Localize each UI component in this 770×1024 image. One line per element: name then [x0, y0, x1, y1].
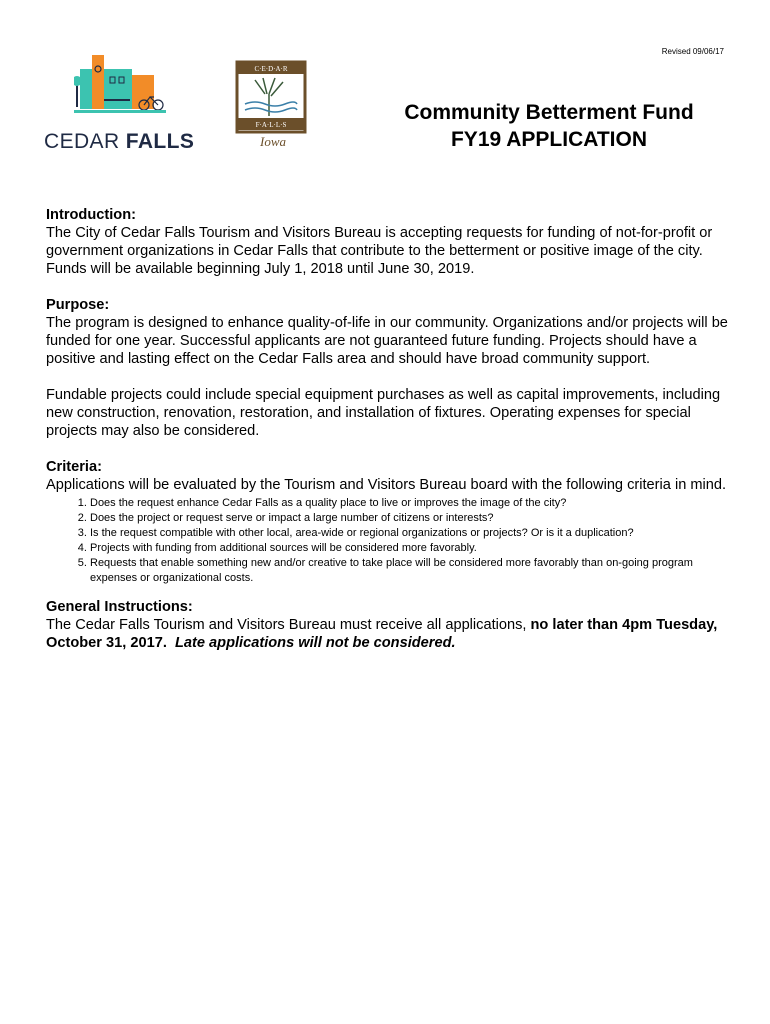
instructions-text-start: The Cedar Falls Tourism and Visitors Bureau must receive all applications,	[46, 617, 531, 633]
seal-bottom-text: F·A·L·L·S	[255, 121, 287, 129]
document-body	[46, 206, 730, 652]
criteria-heading: Criteria:	[46, 459, 102, 475]
document-title	[360, 99, 738, 153]
deadline-text: no later than 4pm Tuesday, October 31, 2017.	[46, 617, 718, 651]
criteria-item: 5. Requests that enable something new and/or creative to take place will be considered more favorably than on-going program expenses or organizational costs.	[90, 556, 730, 586]
purpose-heading: Purpose:	[46, 297, 110, 313]
revised-date: Revised 09/06/17	[661, 47, 724, 56]
introduction-heading: Introduction:	[46, 207, 136, 223]
instructions-heading: General Instructions:	[46, 599, 193, 615]
cedar-falls-iowa-seal	[235, 60, 307, 152]
purpose-text: The program is designed to enhance quality-of-life in our community. Organizations and/or projects will be funded for one year. Successful applicants are not guaranteed future funding. Projects should have a positive and lasting effect on the Cedar Falls area and should have broad community support.	[46, 315, 728, 367]
criteria-item: 3. Is the request compatible with other local, area-wide or regional organizations or projects? Or is it a duplication?	[90, 526, 730, 541]
city-skyline-icon	[74, 55, 169, 117]
criteria-text: Applications will be evaluated by the Tourism and Visitors Bureau board with the following criteria in mind.	[46, 477, 727, 493]
seal-top-text: C·E·D·A·R	[254, 65, 288, 73]
title-line-1: Community Betterment Fund	[404, 101, 694, 124]
instructions-text	[46, 616, 730, 652]
criteria-item: 2. Does the project or request serve or impact a large number of citizens or interests?	[90, 511, 730, 526]
criteria-list	[46, 496, 730, 586]
title-line-2: FY19 APPLICATION	[450, 128, 648, 151]
introduction-text: The City of Cedar Falls Tourism and Visitors Bureau is accepting requests for funding of not-for-profit or government organizations in Cedar Falls that contribute to the betterment or positive image of the city. Funds will be available beginning July 1, 2018 until June 30, 2019.	[46, 225, 713, 277]
fundable-projects-text: Fundable projects could include special equipment purchases as well as capital improvements, including new construction, renovation, restoration, and installation of fixtures. Operating expenses for special projects may also be considered.	[46, 387, 721, 439]
criteria-item: 1. Does the request enhance Cedar Falls as a quality place to live or improves the image of the city?	[90, 496, 730, 511]
cedar-falls-logo	[44, 55, 202, 153]
cedar-falls-wordmark: CEDAR FALLS	[44, 130, 195, 153]
late-notice-text: Late applications will not be considered.	[174, 635, 456, 651]
criteria-item: 4. Projects with funding from additional sources will be considered more favorably.	[90, 541, 730, 556]
seal-script-text: Iowa	[260, 134, 286, 149]
